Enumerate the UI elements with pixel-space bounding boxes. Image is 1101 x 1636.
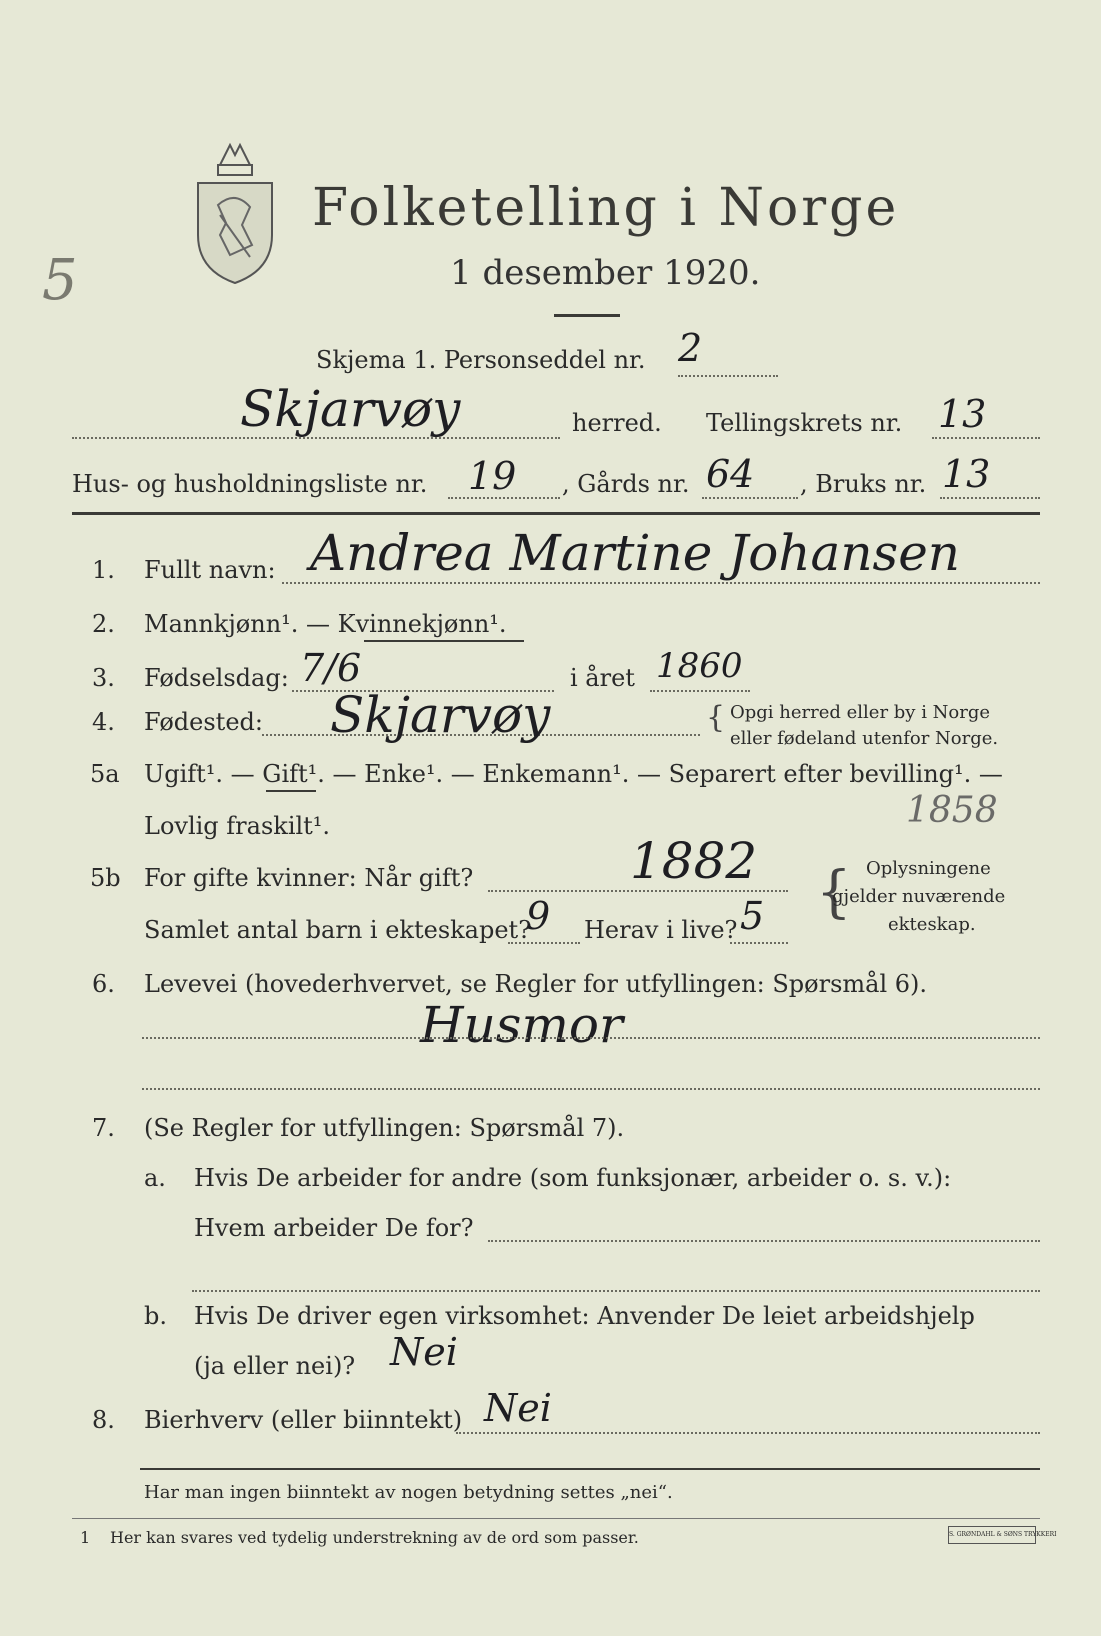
footer-note: Har man ingen biinntekt av nogen betydning settes „nei“.: [144, 1482, 673, 1503]
footnote-rule: [72, 1518, 1040, 1519]
herred-label: herred.: [572, 409, 662, 437]
q7b-line1: Hvis De driver egen virksomhet: Anvender De leiet arbeidshjelp: [194, 1302, 975, 1330]
q7-label: (Se Regler for utfyllingen: Spørsmål 7).: [144, 1114, 625, 1142]
q7a-answer-line: [488, 1240, 1040, 1242]
tellingskrets-label: Tellingskrets nr.: [706, 409, 903, 437]
q1-number: 1.: [92, 556, 115, 584]
q5b-alive-value[interactable]: 5: [740, 894, 765, 938]
q6-line1: [142, 1037, 1040, 1039]
q2-selected-underline: [364, 640, 524, 642]
q5b-note-line3: ekteskap.: [888, 914, 976, 935]
q5b-children-value[interactable]: 9: [526, 894, 551, 938]
q2-number: 2.: [92, 610, 115, 638]
q4-number: 4.: [92, 708, 115, 736]
q7a-line1: Hvis De arbeider for andre (som funksjonær, arbeider o. s. v.):: [194, 1164, 952, 1192]
footer-rule: [140, 1468, 1040, 1470]
gards-value[interactable]: 64: [706, 452, 755, 496]
hus-value[interactable]: 19: [468, 454, 517, 498]
form-date: 1 desember 1920.: [450, 253, 761, 293]
q5b-note-line1: Oplysningene: [866, 858, 991, 879]
header-rule: [72, 512, 1040, 515]
q3-year-value[interactable]: 1860: [656, 646, 743, 686]
skjema-value[interactable]: 2: [678, 326, 703, 370]
q7-number: 7.: [92, 1114, 115, 1142]
bruks-line: [940, 497, 1040, 499]
tellingskrets-line: [932, 437, 1040, 439]
q3-label: Fødselsdag:: [144, 664, 289, 692]
hus-label: Hus- og husholdningsliste nr.: [72, 470, 428, 498]
q4-brace: {: [706, 700, 726, 735]
q1-full-name-value[interactable]: Andrea Martine Johansen: [310, 524, 960, 582]
q4-birthplace-value[interactable]: Skjarvøy: [330, 686, 551, 744]
q7b-line2: (ja eller nei)?: [194, 1352, 356, 1380]
q4-note-line1: Opgi herred eller by i Norge: [730, 702, 991, 723]
q8-number: 8.: [92, 1406, 115, 1434]
gards-label: , Gårds nr.: [562, 470, 690, 498]
q5b-brace: {: [816, 860, 852, 925]
q8-line: [456, 1432, 1040, 1434]
q5b-alive-label: Herav i live?: [584, 916, 738, 944]
q6-label: Levevei (hovederhvervet, se Regler for utfyllingen: Spørsmål 6).: [144, 970, 928, 998]
q5a-selected-underline: [266, 790, 316, 792]
q5a-number: 5a: [90, 760, 120, 788]
q1-line: [282, 582, 1040, 584]
q8-answer-value[interactable]: Nei: [484, 1386, 552, 1430]
q5b-married-year-value[interactable]: 1882: [630, 832, 758, 890]
q8-label: Bierhverv (eller biinntekt): [144, 1406, 463, 1434]
q5b-children-line: [508, 942, 580, 944]
q3-birthdate-value[interactable]: 7/6: [300, 646, 362, 690]
skjema-line: [678, 375, 778, 377]
q5b-number: 5b: [90, 864, 121, 892]
q5a-options-line1: Ugift¹. — Gift¹. — Enke¹. — Enkemann¹. — Separert efter bevilling¹. —: [144, 760, 1003, 788]
margin-mark: 5: [42, 248, 78, 313]
gards-line: [702, 497, 798, 499]
tellingskrets-value[interactable]: 13: [938, 392, 987, 436]
q5b-children-label: Samlet antal barn i ekteskapet?: [144, 916, 532, 944]
q7b-letter: b.: [144, 1302, 167, 1330]
q6-line2: [142, 1088, 1040, 1090]
form-title: Folketelling i Norge: [312, 178, 900, 238]
q1-label: Fullt navn:: [144, 556, 276, 584]
q5b-alive-line: [730, 942, 788, 944]
q5b-line: [488, 890, 788, 892]
q5a-margin-value: 1858: [906, 790, 998, 831]
q7a-line2: Hvem arbeider De for?: [194, 1214, 474, 1242]
coat-of-arms-icon: [190, 135, 280, 285]
bruks-value[interactable]: 13: [942, 452, 991, 496]
q3-year-label: i året: [570, 664, 635, 692]
q7a-answer-line2: [192, 1290, 1040, 1292]
herred-value[interactable]: Skjarvøy: [240, 380, 461, 438]
q7b-answer-value[interactable]: Nei: [390, 1330, 458, 1374]
q4-label: Fødested:: [144, 708, 263, 736]
printer-stamp: S. GRØNDAHL & SØNS TRYKKERI: [948, 1526, 1036, 1544]
q5b-label: For gifte kvinner: Når gift?: [144, 864, 474, 892]
q2-gender-options: Mannkjønn¹. — Kvinnekjønn¹.: [144, 610, 507, 638]
q6-occupation-value[interactable]: Husmor: [420, 996, 623, 1054]
title-divider: [554, 314, 620, 317]
q4-note-line2: eller fødeland utenfor Norge.: [730, 728, 999, 749]
q5a-options-line2: Lovlig fraskilt¹.: [144, 812, 331, 840]
footnote-number: 1: [80, 1528, 91, 1547]
q7a-letter: a.: [144, 1164, 166, 1192]
q6-number: 6.: [92, 970, 115, 998]
footnote-text: Her kan svares ved tydelig understrekning av de ord som passer.: [110, 1528, 639, 1547]
q5b-note-line2: gjelder nuværende: [832, 886, 1006, 907]
q3-year-line: [650, 690, 750, 692]
q3-number: 3.: [92, 664, 115, 692]
skjema-label: Skjema 1. Personseddel nr.: [316, 346, 646, 374]
bruks-label: , Bruks nr.: [800, 470, 927, 498]
